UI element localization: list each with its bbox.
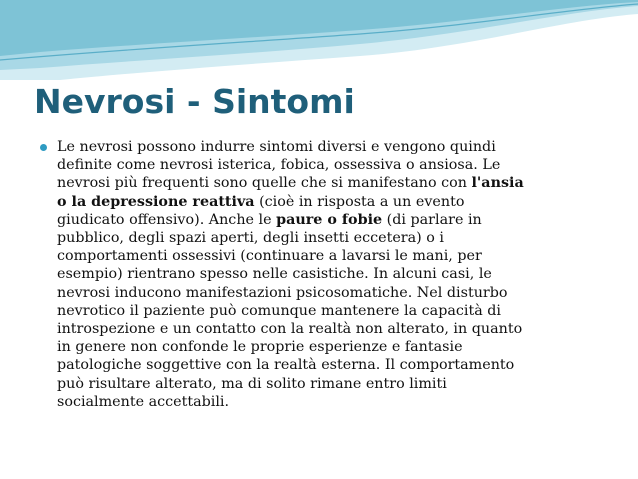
- text-run: può risultare alterato, ma di solito rimane entro limiti: [57, 375, 447, 392]
- paragraph-line: [57, 284, 600, 302]
- text-run: nevrotico il paziente può comunque mantenere la capacità di: [57, 302, 501, 319]
- paragraph-line: [57, 265, 600, 283]
- paragraph-line: [57, 320, 600, 338]
- slide-content: [40, 138, 600, 411]
- bullet-paragraph: [57, 138, 600, 411]
- wave-decoration: [0, 0, 638, 80]
- text-run: (di parlare in: [382, 211, 482, 228]
- bold-text-run: o la depressione reattiva: [57, 193, 255, 210]
- paragraph-line: [57, 375, 600, 393]
- text-run: nevrosi più frequenti sono quelle che si manifestano con: [57, 175, 472, 192]
- paragraph-line: [57, 356, 600, 374]
- bold-text-run: l'ansia: [471, 175, 524, 192]
- paragraph-line: [57, 174, 600, 192]
- bullet-item: [40, 138, 600, 411]
- paragraph-line: [57, 211, 600, 229]
- paragraph-line: [57, 393, 600, 411]
- text-run: Le nevrosi possono indurre sintomi diversi e vengono quindi: [57, 139, 496, 155]
- paragraph-line: [57, 229, 600, 247]
- paragraph-line: [57, 138, 600, 156]
- text-run: giudicato offensivo). Anche le: [57, 211, 277, 228]
- bold-text-run: paure o fobie: [276, 211, 383, 228]
- round-bullet-icon: [40, 144, 47, 151]
- slide-title: Nevrosi - Sintomi: [34, 82, 355, 121]
- text-run: patologiche soggettive con la realtà esterna. Il comportamento: [57, 357, 515, 374]
- text-run: (cioè in risposta a un evento: [254, 193, 465, 210]
- text-run: definite come nevrosi isterica, fobica, ossessiva o ansiosa. Le: [57, 157, 501, 174]
- paragraph-line: [57, 247, 600, 265]
- paragraph-line: [57, 302, 600, 320]
- text-run: introspezione e un contatto con la realtà non alterato, in quanto: [57, 321, 523, 338]
- text-run: socialmente accettabili.: [57, 393, 230, 410]
- paragraph-line: [57, 156, 600, 174]
- text-run: pubblico, degli spazi aperti, degli insetti eccetera) o i: [57, 230, 444, 247]
- text-run: nevrosi inducono manifestazioni psicosomatiche. Nel disturbo: [57, 284, 508, 301]
- text-run: in genere non confonde le proprie esperienze e fantasie: [57, 339, 463, 356]
- text-run: esempio) rientrano spesso nelle casistiche. In alcuni casi, le: [57, 266, 492, 283]
- paragraph-line: [57, 338, 600, 356]
- text-run: comportamenti ossessivi (continuare a lavarsi le mani, per: [57, 248, 482, 265]
- paragraph-line: [57, 193, 600, 211]
